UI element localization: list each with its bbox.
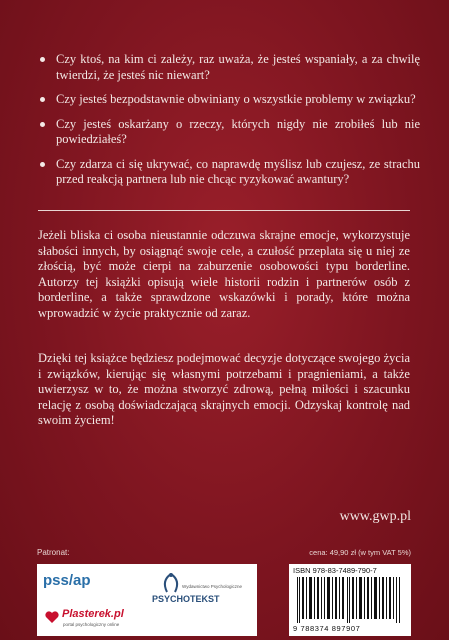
bullet-dot-icon bbox=[40, 57, 45, 62]
bullet-text: Czy zdarza ci się ukrywać, co naprawdę myślisz lub czujesz, ze strachu przed reakcją partnera lub nie chcąc ryzykować awantury? bbox=[56, 156, 420, 186]
bullet-dot-icon bbox=[40, 162, 45, 167]
isbn-text: ISBN 978-83-7489-790-7 bbox=[293, 566, 377, 575]
description-paragraph-1: Jeżeli bliska ci osoba nieustannie odczuwa skrajne emocje, wykorzystuje słabości innych, by osiągnąć swoje cele, a czułość przeplata się u niej ze złością, być może cierpi na zaburzenie osobowości typu borderline. Autorzy tej książki opisują wiele historii rodzin i partnerów osób z borderline, a także sprawdzone wskazówki i porady, które można wprowadzić w życie praktycznie od zaraz. bbox=[38, 228, 410, 320]
bullet-text: Czy ktoś, na kim ci zależy, raz uważa, że jesteś wspaniały, a za chwilę twierdzi, że jesteś nic niewart? bbox=[56, 52, 420, 82]
bullet-list bbox=[40, 52, 420, 197]
bullet-item bbox=[40, 92, 420, 108]
bullet-text: Czy jesteś oskarżany o rzeczy, których nigdy nie zrobiłeś lub nie powiedziałeś? bbox=[56, 116, 420, 146]
price-text: cena: 49,90 zł (w tym VAT 5%) bbox=[309, 548, 411, 557]
barcode-icon bbox=[295, 577, 405, 623]
psychotekst-sub: Wydawnictwo Psychologiczne bbox=[182, 584, 242, 589]
bullet-item bbox=[40, 52, 420, 83]
bullet-dot-icon bbox=[40, 97, 45, 102]
bullet-item bbox=[40, 117, 420, 148]
patronat-label: Patronat: bbox=[37, 548, 70, 557]
description-paragraph-2: Dzięki tej książce będziesz podejmować decyzje dotyczące swojego życia i związków, kierując się własnymi potrzebami i pragnieniami, a także uwierzysz w to, że można stworzyć zdrową, pełną miłości i szacunku relację z osobą doświadczającą skrajnych emocji. Odzyskaj kontrolę nad swoim życiem! bbox=[38, 351, 410, 427]
bullet-item bbox=[40, 157, 420, 188]
plasterek-sub: portal psychologiczny online bbox=[63, 622, 120, 627]
pss-logo: pss/ap bbox=[43, 572, 91, 589]
publisher-website: www.gwp.pl bbox=[339, 509, 411, 524]
patron-logos bbox=[37, 564, 257, 636]
psychotekst-logo: PSYCHOTEKST bbox=[152, 594, 220, 604]
plasterek-logo: Plasterek.pl bbox=[62, 608, 124, 620]
heart-icon bbox=[45, 611, 59, 624]
divider bbox=[38, 210, 410, 211]
barcode-digits: 9 788374 897907 bbox=[293, 624, 361, 633]
psychotekst-mark-icon bbox=[159, 572, 183, 594]
bullet-text: Czy jesteś bezpodstawnie obwiniany o wszystkie problemy w związku? bbox=[56, 92, 416, 106]
isbn-barcode-box bbox=[289, 564, 411, 636]
bullet-dot-icon bbox=[40, 122, 45, 127]
